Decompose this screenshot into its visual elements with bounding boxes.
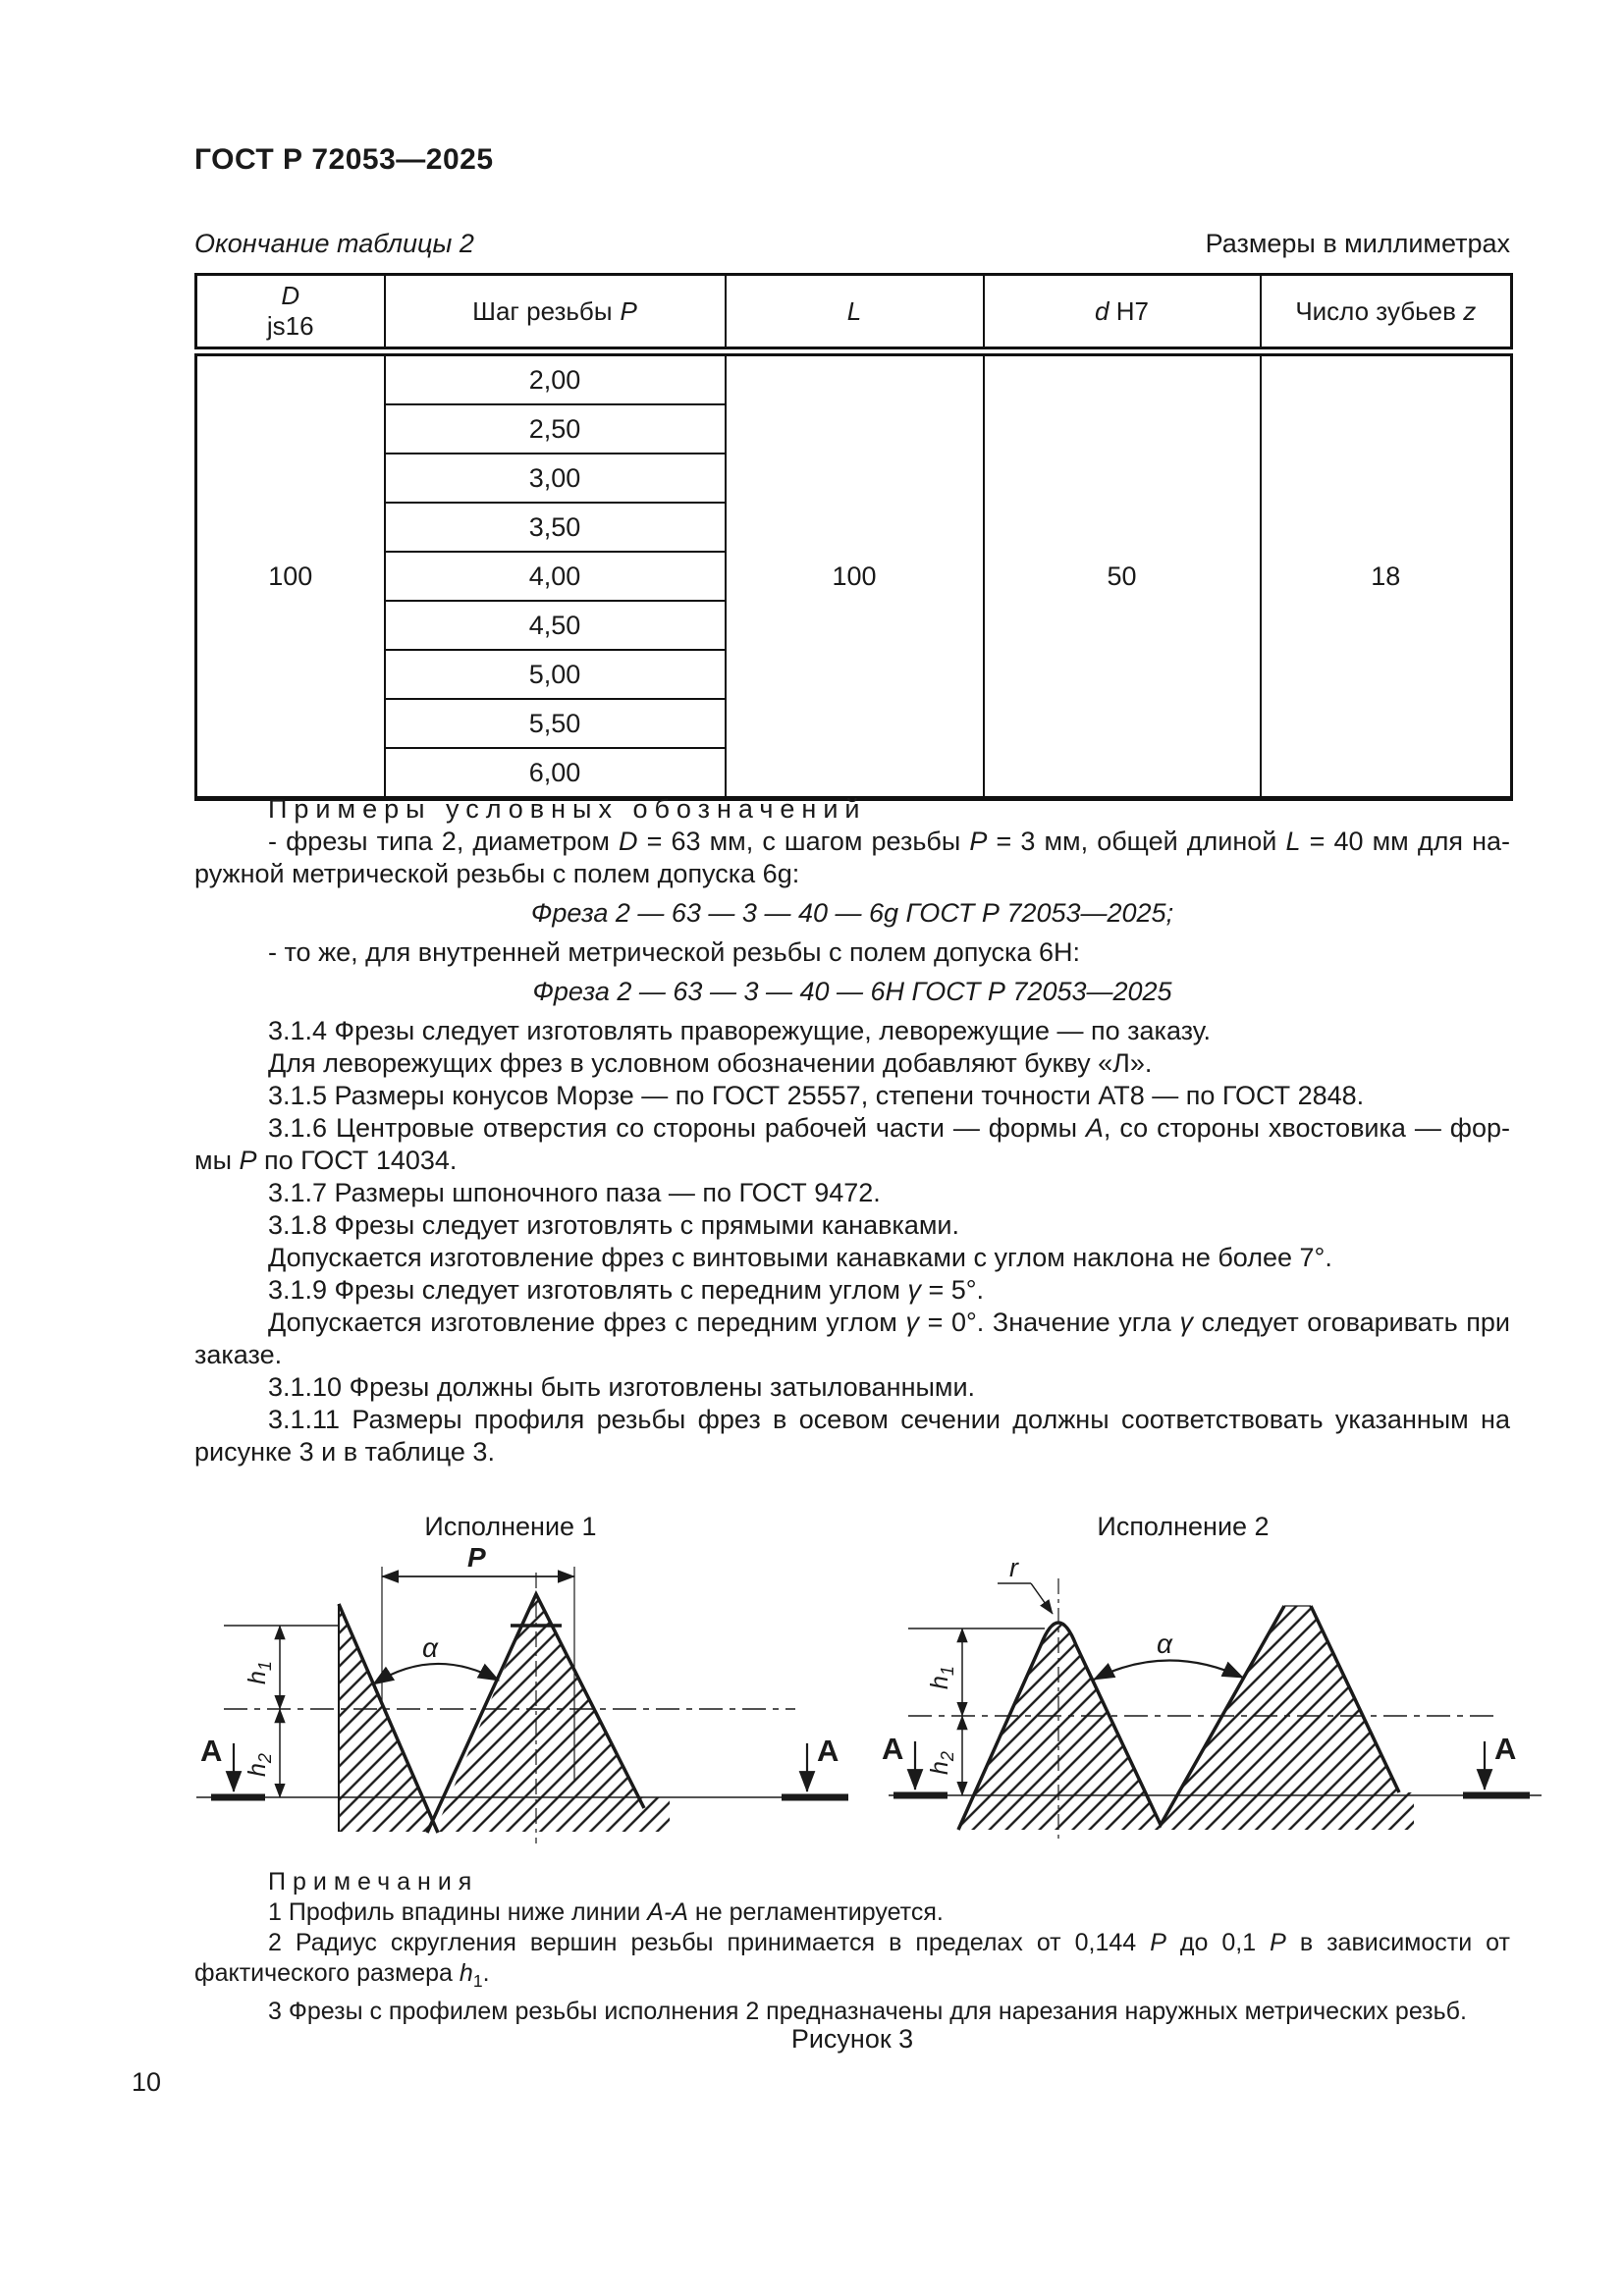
cell-pitch: 2,00 — [385, 351, 726, 404]
figure-variant2-caption: Исполнение 2 — [1097, 1512, 1270, 1541]
page-number: 10 — [132, 2067, 162, 2097]
paragraph: Фреза 2 — 63 — 3 — 40 — 6g ГОСТ Р 72053—2025; — [530, 898, 1174, 928]
dim-p-label: P — [467, 1547, 486, 1573]
col-header-pitch: Шаг резьбы Р — [385, 275, 726, 352]
dim-h2-label: $h_2$ — [244, 1753, 275, 1777]
col-header-bore: d H7 — [984, 275, 1261, 352]
section-a-label: A — [817, 1734, 839, 1768]
cell-pitch: 3,50 — [385, 503, 726, 552]
dimension-alpha-arc — [373, 1664, 499, 1684]
section-a-label: A — [200, 1734, 223, 1768]
cell-pitch: 4,00 — [385, 552, 726, 601]
cell-pitch: 5,00 — [385, 650, 726, 699]
col-header-teeth: Число зубьев z — [1261, 275, 1512, 352]
paragraph: - то же, для внутренней метрической резьбы с полем допуска 6Н: — [268, 937, 1080, 967]
paragraph: 3.1.6 Центровые отверстия со стороны рабочей части — формы А, со стороны хвостовика — формы Р по ГОСТ 14034. — [194, 1113, 1510, 1175]
thread-profile-variant1-drawing — [167, 1547, 854, 1886]
doc-number: ГОСТ Р 72053—2025 — [194, 143, 494, 176]
note-item: 3 Фрезы с профилем резьбы исполнения 2 предназначены для нарезания наружных метрических резьб. — [268, 1998, 1467, 2025]
dimension-r-leader — [998, 1583, 1053, 1614]
cell-bore: 50 — [984, 351, 1261, 799]
table-meta-row — [194, 229, 1510, 259]
paragraph: 3.1.11 Размеры профиля резьбы фрез в осевом сечении должны соответствовать указанным на рисунке 3 и в таблице 3. — [194, 1405, 1510, 1467]
cell-pitch: 6,00 — [385, 748, 726, 799]
table-header-row — [196, 275, 1512, 352]
cell-pitch: 3,00 — [385, 454, 726, 503]
paragraph: Фреза 2 — 63 — 3 — 40 — 6Н ГОСТ Р 72053—2025 — [532, 977, 1172, 1006]
paragraph: Для леворежущих фрез в условном обозначении добавляют букву «Л». — [268, 1048, 1153, 1078]
paragraph: - фрезы типа 2, диаметром D = 63 мм, с шагом резьбы Р = 3 мм, общей длиной L = 40 мм для наружной метрической резьбы с полем допуска 6g: — [194, 827, 1510, 888]
section-a-label: A — [882, 1732, 904, 1766]
d-symbol: D — [281, 281, 300, 310]
cell-pitch: 5,50 — [385, 699, 726, 748]
dimension-alpha-arc — [1094, 1660, 1243, 1680]
paragraph: 3.1.5 Размеры конусов Морзе — по ГОСТ 25557, степени точности АТ8 — по ГОСТ 2848. — [268, 1081, 1365, 1110]
paragraph: Допускается изготовление фрез с передним углом γ = 0°. Значение угла γ следует оговаривать при заказе. — [194, 1308, 1510, 1369]
table-2 — [194, 273, 1513, 801]
dim-h1-label: $h_1$ — [244, 1661, 275, 1684]
paragraph: 3.1.10 Фрезы должны быть изготовлены затылованными. — [268, 1372, 976, 1402]
cell-diameter: 100 — [196, 351, 385, 799]
hatched-thread-section — [339, 1594, 670, 1832]
section-a-label: A — [1494, 1732, 1517, 1766]
cell-pitch: 4,50 — [385, 601, 726, 650]
dim-alpha-label: α — [422, 1632, 438, 1663]
body-text — [194, 793, 1510, 1468]
paragraph: Примеры условных обозначений — [268, 794, 867, 824]
dim-alpha-label: α — [1157, 1629, 1172, 1659]
note-item: 2 Радиус скругления вершин резьбы принимается в пределах от 0,144 Р до 0,1 Р в зависимости от фактического размера $h_1$. — [194, 1929, 1510, 1991]
dim-r-label: r — [1009, 1553, 1018, 1582]
note-item: 1 Профиль впадины ниже линии А-А не регламентируется. — [268, 1898, 944, 1926]
units-note: Размеры в миллиметрах — [1205, 229, 1510, 258]
notes-title: Примечания — [268, 1868, 479, 1896]
thread-profile-variant2-drawing — [864, 1547, 1551, 1886]
paragraph: 3.1.9 Фрезы следует изготовлять с передним углом γ = 5°. — [268, 1275, 985, 1305]
dim-h1-label: $h_1$ — [926, 1666, 957, 1689]
paragraph: 3.1.7 Размеры шпоночного паза — по ГОСТ 9472. — [268, 1178, 881, 1207]
d-tolerance: js16 — [266, 311, 314, 341]
paragraph: 3.1.8 Фрезы следует изготовлять с прямыми канавками. — [268, 1210, 960, 1240]
cell-teeth: 18 — [1261, 351, 1512, 799]
figure-notes — [194, 1867, 1510, 2027]
paragraph: Допускается изготовление фрез с винтовыми канавками с углом наклона не более 7°. — [268, 1243, 1332, 1272]
paragraph: 3.1.4 Фрезы следует изготовлять праворежущие, леворежущие — по заказу. — [268, 1016, 1212, 1045]
col-header-length: L — [726, 275, 984, 352]
hatched-thread-section — [958, 1606, 1414, 1830]
table-continuation-label: Окончание таблицы 2 — [194, 229, 474, 258]
figure-variant1-caption: Исполнение 1 — [424, 1512, 597, 1541]
figure-number: Рисунок 3 — [790, 2024, 914, 2054]
dim-h2-label: $h_2$ — [926, 1751, 957, 1775]
cell-length: 100 — [726, 351, 984, 799]
col-header-diameter — [196, 275, 385, 352]
table-row — [196, 351, 1512, 404]
notes-list — [194, 1897, 1510, 2027]
cell-pitch: 2,50 — [385, 404, 726, 454]
